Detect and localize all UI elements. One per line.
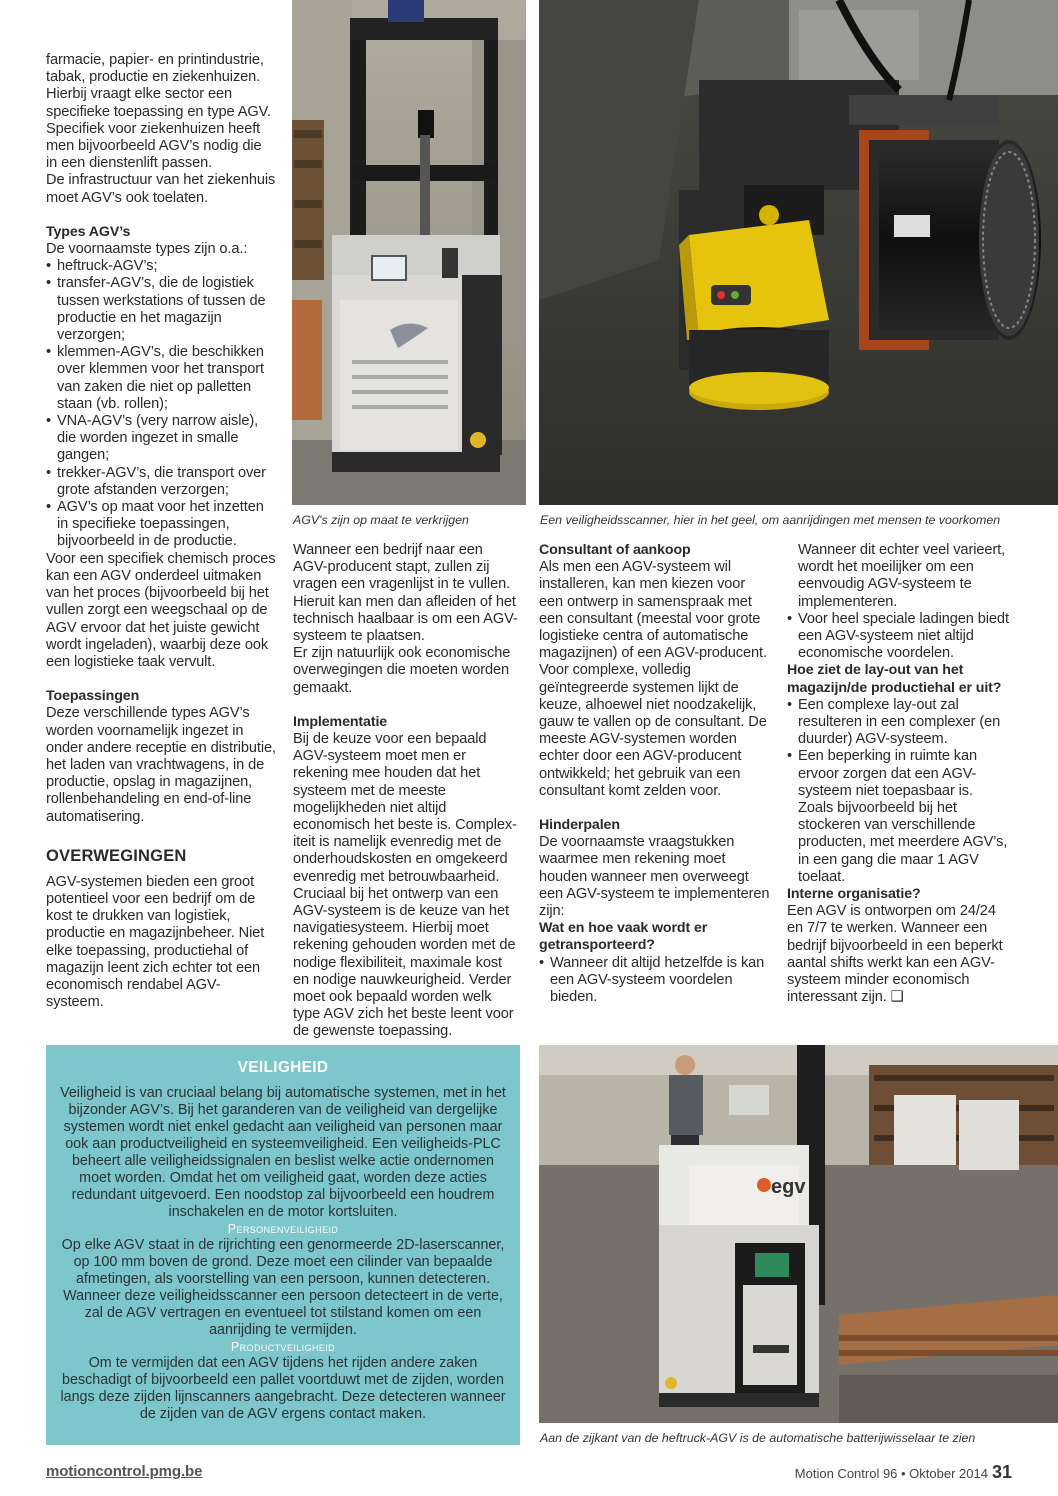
page-number: 31 — [991, 1462, 1012, 1482]
box-paragraph-1: Veiligheid is van cruciaal belang bij automatische systemen, met in het bijzonder AGV’s. Bij het garanderen van de veiligheid van dergelijke systemen wordt niet enkel gedacht aan veiligheid van personen maar ook aan productveiligheid en systeemveiligheid. Een veiligheids-PLC beheert alle veiligheidssignalen en beslist welke actie ondernomen moet worden. Omdat het om veiligheid gaat, worden deze acties redundant uitgevoerd. Een noodstop zal bijvoorbeeld een houdrem inschakelen en de motor kortsluiten. — [60, 1085, 506, 1220]
bullet-item: • transfer-AGV’s, die de logistiek tussen werkstations of tussen de productie en het magazijn verzorgen; — [46, 275, 266, 344]
bullet-item: • AGV’s op maat voor het inzetten in specifieke toepassingen, bijvoorbeeld in de productie. — [46, 499, 264, 550]
bullet-item: • trekker-AGV’s, die transport over grote afstanden verzorgen; — [46, 464, 266, 498]
footer-website-link[interactable]: motioncontrol.pmg.be — [46, 1463, 203, 1480]
box-paragraph-3: Om te vermijden dat een AGV tijdens het rijden andere zaken beschadigt of bijvoorbeeld een pallet voortduwt met de zijden, worden langs deze zijden lijnscanners aangebracht. Deze detecteren wanneer de zijden van de AGV ergens contact maken. — [60, 1355, 506, 1422]
intro-line: men bijvoorbeeld AGV’s nodig die — [46, 138, 262, 155]
agv-logo: egv — [771, 1176, 806, 1198]
bullet-icon: • — [46, 344, 52, 361]
implementatie-text: Bij de keuze voor een bepaald AGV-systeem moet men er rekening mee houden dat het systeem met de meeste mogelijkheden niet altijd economisch het beste is. Complex-iteit is namelijk evenredig met de onderhoudskosten en omgekeerd evenredig met betrouwbaarheid. Cruciaal bij het ontwerp van een AGV-systeem is de keuze van het navigatiesysteem. Hierbij moet rekening gehouden worden met de nodige flexibiliteit, maximale kost en nodige nauwkeurigheid. Verder moet ook bepaald worden welk type AGV zich het beste leent voor de gewenste toepassing. — [293, 731, 517, 1040]
toepassingen-heading: Toepassingen — [46, 688, 140, 705]
bullet-icon: • — [46, 275, 52, 292]
intro-line: specifieke toepassing en type AGV. — [46, 103, 271, 120]
footer-issue — [795, 1462, 1012, 1483]
intro-line: in een dienstenlift passen. — [46, 155, 213, 172]
col2-paragraph-1: Wanneer een bedrijf naar een AGV-producent stapt, zullen zij vragen een vragenlijst in te vullen. Hieruit kan men dan afleiden of het technisch haalbaar is om een AGV- systeem te plaatsen. — [293, 542, 518, 645]
bullet-icon: • — [787, 748, 793, 765]
photo-safety-scanner — [539, 0, 1058, 505]
hinderpalen-text: De voornaamste vraagstukken waarmee men rekening moet houden wanneer men overweegt een AGV-systeem te implementeren zijn: — [539, 834, 770, 920]
bullet-item: • Voor heel speciale ladingen biedt een AGV-systeem niet altijd economische voordelen. — [787, 610, 1009, 662]
bullet-icon: • — [46, 499, 52, 516]
bullet-item: • heftruck-AGV’s; — [46, 258, 158, 275]
column-1 — [46, 52, 278, 1011]
toepassingen-text: Deze verschillende types AGV’s worden voornamelijk ingezet in onder andere receptie en distributie, het laden van vrachtwagens, in de productie, opslag in magazijnen, rollenbehandeling en end-of-line automatisering. — [46, 705, 276, 825]
types-heading: Types AGV’s — [46, 223, 131, 240]
column-2 — [293, 542, 518, 1041]
intro-line: farmacie, papier- en printindustrie, — [46, 52, 264, 68]
question-2: Hoe ziet de lay-out van het magazijn/de productiehal er uit? — [787, 662, 1002, 696]
col2-paragraph-2: Er zijn natuurlijk ook economische overwegingen die moeten worden gemaakt. — [293, 645, 511, 696]
photo3-caption: Aan de zijkant van de heftruck-AGV is de automatische batterijwisselaar te zien — [540, 1431, 976, 1445]
bullet-item: • klemmen-AGV’s, die beschikken over klemmen voor het transport van zaken die niet op palletten staan (vb. rollen); — [46, 344, 264, 412]
bullet-icon: • — [46, 413, 52, 430]
consultant-heading: Consultant of aankoop — [539, 542, 691, 558]
bullet-icon: • — [46, 464, 52, 481]
veiligheid-box — [46, 1045, 520, 1445]
bullet-item: • Een beperking in ruimte kan ervoor zorgen dat een AGV-systeem niet toepasbaar is. Zoals bijvoorbeeld bij het stockeren van verschillende producten, met meerdere AGV’s, in een gang die maar 1 AGV toelaat. — [787, 748, 1008, 885]
overwegingen-text: AGV-systemen bieden een groot potentieel voor een bedrijf om de kost te drukken van logistiek, productie en magazijnbeheer. Niet elke toepassing, productiehal of magazijn leent zich echter tot een economisch rendabel AGV-systeem. — [46, 873, 265, 1011]
intro-line: Hierbij vraagt elke sector een — [46, 86, 232, 103]
consultant-text: Als men een AGV-systeem wil installeren, kan men kiezen voor een ontwerp in samenspraak met een consultant (meestal voor grote logistieke centra of automatische magazijnen) of een AGV-producent. — [539, 559, 767, 662]
hinderpalen-heading: Hinderpalen — [539, 817, 620, 834]
column-3 — [539, 542, 771, 1006]
bullet-item: • Wanneer dit altijd hetzelfde is kan een AGV-systeem voordelen bieden. — [539, 954, 765, 1006]
box-subheading-personen: Personenveiligheid — [227, 1222, 339, 1236]
bullet-item: • VNA-AGV’s (very narrow aisle), die worden ingezet in smalle gangen; — [46, 413, 259, 464]
column-4 — [787, 542, 1012, 1006]
process-text: Voor een specifiek chemisch proces kan een AGV onderdeel uitmaken van het proces (bijvoorbeeld bij het vullen zorgt een weegschaal op de AGV ervoor dat het juiste gewicht wordt ingeladen), waarbij deze ook een logistieke taak vervult. — [46, 550, 276, 670]
bullet-icon: • — [787, 610, 793, 627]
safety-scanner-image — [539, 0, 1058, 505]
photo2-caption: Een veiligheidsscanner, hier in het geel, om aanrijdingen met mensen te voorkomen — [540, 513, 1001, 527]
intro-line: De infrastructuur van het ziekenhuis — [46, 172, 276, 189]
overwegingen-heading: OVERWEGINGEN — [46, 846, 187, 865]
interne-text: Een AGV is ontworpen om 24/24 en 7/7 te werken. Wanneer een bedrijf bijvoorbeeld in een beperkt aantal shifts werkt kan een AGV-systeem minder economisch interessant zijn. ❑ — [787, 903, 1003, 1006]
interne-heading: Interne organisatie? — [787, 886, 921, 903]
consultant-text-2: Voor complexe, volledig geïntegreerde systemen lijkt de keuze, alhoewel niet noodzakelijk, gauw te vallen op de consultant. De meeste AGV-systemen worden echter door een AGV-producent ontwikkeld; het gebruik van een consultant komt zelden voor. — [539, 662, 767, 799]
battery-changer-image — [539, 1045, 1058, 1423]
box-subheading-product: Productveiligheid — [230, 1340, 336, 1354]
types-intro: De voornaamste types zijn o.a.: — [46, 241, 248, 258]
bullet-icon: • — [46, 258, 52, 275]
intro-line: Specifiek voor ziekenhuizen heeft — [46, 120, 261, 137]
implementatie-heading: Implementatie — [293, 713, 388, 730]
photo-agv-forklift — [292, 0, 526, 505]
photo1-caption: AGV's zijn op maat te verkrijgen — [293, 513, 469, 527]
continued-bullet: Wanneer dit echter veel varieert, wordt het moeilijker om een eenvoudig AGV-systeem te implementeren. — [798, 542, 1006, 610]
agv-forklift-image — [292, 0, 526, 505]
bullet-item: • Een complexe lay-out zal resulteren in een complexer (en duurder) AGV-systeem. — [787, 696, 1001, 748]
bullet-icon: • — [539, 954, 545, 971]
box-paragraph-2: Op elke AGV staat in de rijrichting een genormeerde 2D-laserscanner, op 100 mm boven de grond. Deze moet een cilinder van bepaalde afmetingen, als voorstelling van een persoon, kunnen detecteren. Wanneer deze veiligheidsscanner een persoon detecteert in de verte, zal de AGV vertragen en eventueel tot stilstand komen om een aanrijding te vermijden. — [61, 1237, 505, 1338]
issue-label: Motion Control 96 • Oktober 2014 — [794, 1466, 988, 1481]
photo-battery-changer — [539, 1045, 1058, 1423]
intro-line: moet AGV’s ook toelaten. — [46, 189, 209, 206]
intro-line: tabak, productie en ziekenhuizen. — [46, 69, 261, 86]
box-title: VEILIGHEID — [237, 1059, 329, 1076]
bullet-icon: • — [787, 696, 793, 713]
question-1: Wat en hoe vaak wordt er getransporteerd? — [539, 920, 708, 954]
